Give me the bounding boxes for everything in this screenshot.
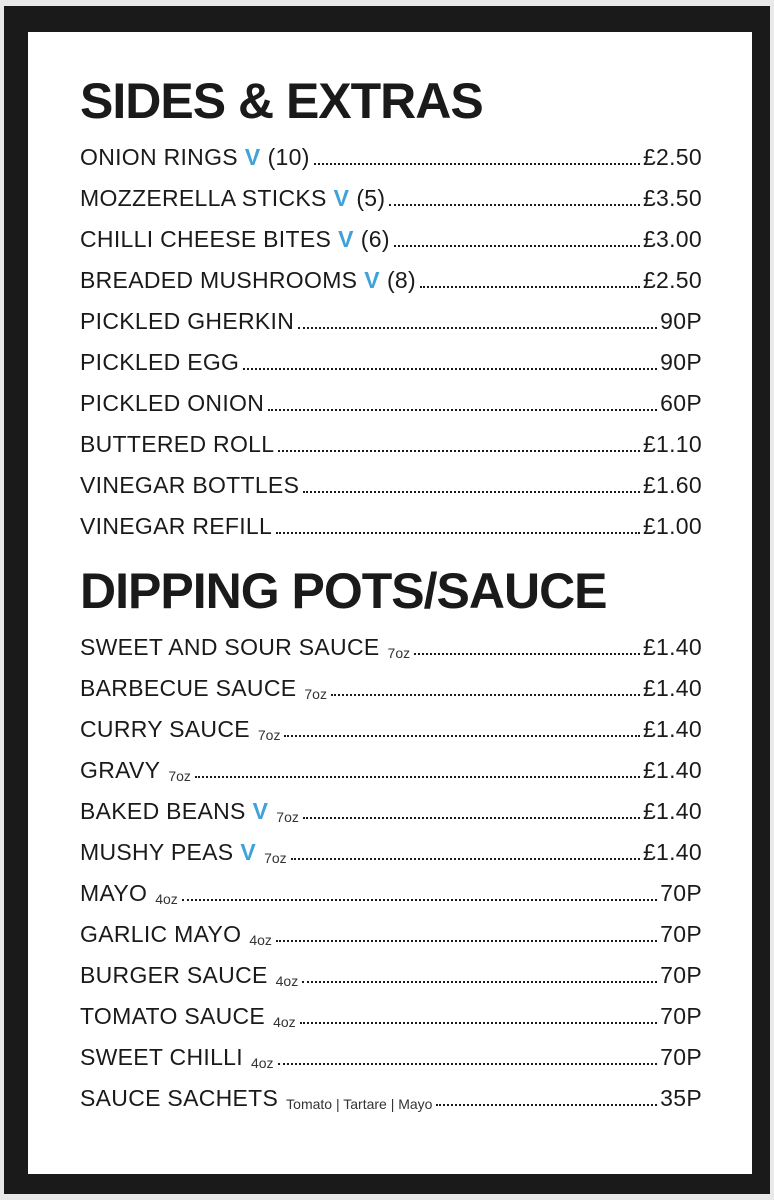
item-price: 70P [660,962,702,988]
sides-list [80,130,702,540]
item-quantity: (6) [360,226,390,252]
dot-leader [298,327,657,329]
item-price: £1.10 [642,431,702,457]
vegetarian-badge: V [364,267,380,293]
menu-item [80,335,702,376]
item-price: 35P [660,1085,702,1111]
item-price: £1.40 [642,634,702,660]
dot-leader [414,653,640,655]
vegetarian-badge: V [333,185,350,211]
dot-leader [394,245,640,247]
item-name: BREADED MUSHROOMS [80,267,358,293]
menu-item [80,1071,702,1112]
menu-item [80,948,702,989]
item-price: £2.50 [642,144,702,170]
item-price: £1.00 [642,513,702,539]
item-price: £1.40 [642,716,702,742]
item-name: GRAVY [80,757,161,783]
menu-frame [4,6,770,1194]
item-name: PICKLED EGG [80,349,240,375]
item-price: £1.40 [642,675,702,701]
item-size-note: 7oz [257,727,281,743]
item-name: VINEGAR BOTTLES [80,472,300,498]
menu-item [80,130,702,171]
menu-item [80,825,702,866]
item-name: MOZZERELLA STICKS [80,185,327,211]
menu-item [80,866,702,907]
item-price: 70P [660,1003,702,1029]
menu-item [80,989,702,1030]
item-quantity: (8) [386,267,416,293]
menu-item [80,499,702,540]
item-quantity: (10) [267,144,310,170]
dot-leader [436,1104,657,1106]
item-price: £2.50 [642,267,702,293]
sauces-section [80,562,702,1112]
item-size-note: 7oz [304,686,327,702]
dot-leader [278,1063,658,1065]
item-name: ONION RINGS [80,144,238,170]
menu-item [80,620,702,661]
vegetarian-badge: V [244,144,261,170]
dot-leader [268,409,657,411]
item-name: BURGER SAUCE [80,962,268,988]
dot-leader [331,694,640,696]
item-price: 90P [660,349,702,375]
item-name: BAKED BEANS [80,798,246,824]
item-price: £1.60 [642,472,702,498]
item-name: SWEET CHILLI [80,1044,243,1070]
item-quantity: (5) [356,185,386,211]
dot-leader [389,204,640,206]
menu-item [80,907,702,948]
item-price: £1.40 [642,798,702,824]
dot-leader [284,735,639,737]
menu-item [80,743,702,784]
item-size-note: 7oz [387,645,411,661]
item-name: PICKLED GHERKIN [80,308,295,334]
item-name: PICKLED ONION [80,390,265,416]
dot-leader [303,817,640,819]
dot-leader [276,940,657,942]
dot-leader [276,532,640,534]
item-price: £1.40 [642,757,702,783]
menu-item [80,253,702,294]
sauces-list [80,620,702,1112]
item-size-note: 4oz [275,973,299,989]
item-name: MUSHY PEAS [80,839,234,865]
menu-item [80,458,702,499]
menu-item [80,417,702,458]
item-size-note: 7oz [264,850,287,866]
item-price: £1.40 [642,839,702,865]
menu-item [80,702,702,743]
item-price: £3.00 [642,226,702,252]
item-name: TOMATO SAUCE [80,1003,266,1029]
dot-leader [243,368,657,370]
item-name: MAYO [80,880,148,906]
menu-item [80,212,702,253]
dot-leader [420,286,640,288]
item-name: SWEET AND SOUR SAUCE [80,634,380,660]
item-price: 70P [660,1044,702,1070]
item-size-note: 4oz [273,1014,296,1030]
item-price: 60P [660,390,702,416]
dot-leader [291,858,640,860]
vegetarian-badge: V [240,839,257,865]
menu-page [28,32,752,1174]
item-name: SAUCE SACHETS [80,1085,279,1111]
item-name: GARLIC MAYO [80,921,242,947]
sides-section [80,72,702,540]
item-size-note: 7oz [168,768,191,784]
item-size-note: 4oz [250,1055,274,1071]
dot-leader [302,981,657,983]
item-price: £3.50 [642,185,702,211]
item-size-note: Tomato | Tartare | Mayo [286,1096,433,1112]
item-price: 70P [660,880,702,906]
item-size-note: 4oz [155,891,178,907]
sides-title: SIDES & EXTRAS [80,73,483,129]
dot-leader [303,491,640,493]
vegetarian-badge: V [338,226,354,252]
menu-item [80,1030,702,1071]
item-name: BUTTERED ROLL [80,431,275,457]
sauces-title: DIPPING POTS/SAUCE [80,563,607,619]
dot-leader [278,450,640,452]
menu-item [80,661,702,702]
item-name: VINEGAR REFILL [80,513,273,539]
item-name: CHILLI CHEESE BITES [80,226,332,252]
dot-leader [300,1022,658,1024]
dot-leader [182,899,657,901]
item-name: CURRY SAUCE [80,716,250,742]
menu-item [80,294,702,335]
menu-item [80,784,702,825]
menu-item [80,376,702,417]
dot-leader [314,163,640,165]
item-size-note: 4oz [249,932,272,948]
item-name: BARBECUE SAUCE [80,675,297,701]
item-price: 90P [660,308,702,334]
item-price: 70P [660,921,702,947]
vegetarian-badge: V [252,798,269,824]
menu-item [80,171,702,212]
item-size-note: 7oz [276,809,299,825]
dot-leader [195,776,640,778]
